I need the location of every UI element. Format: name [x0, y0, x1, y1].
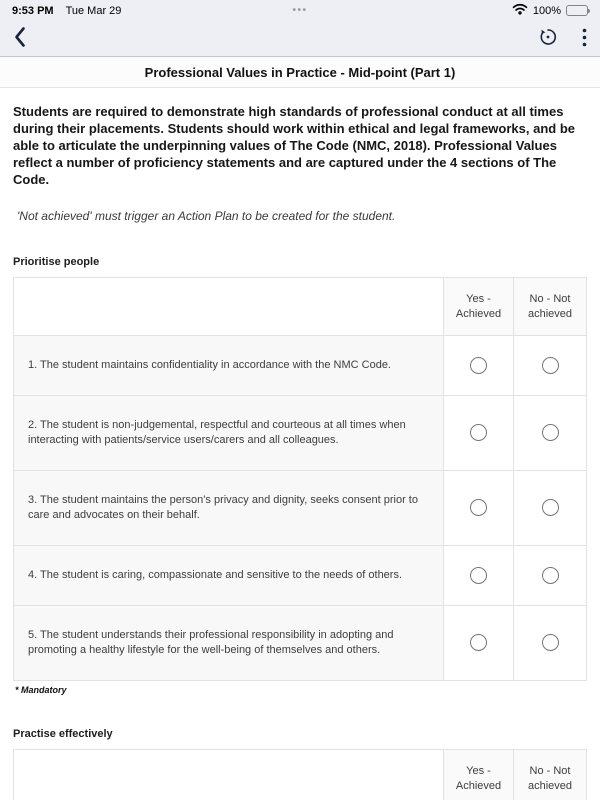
column-header-no: No - Not achieved: [514, 750, 587, 800]
question-table: [13, 277, 587, 681]
battery-icon: [566, 5, 588, 16]
radio-yes[interactable]: [470, 634, 487, 651]
back-button[interactable]: [13, 26, 27, 51]
radio-yes[interactable]: [470, 357, 487, 374]
radio-yes[interactable]: [470, 499, 487, 516]
question-text: 3. The student maintains the person's privacy and dignity, seeks consent prior to care and advocates on their behalf.: [14, 471, 444, 546]
action-plan-note: 'Not achieved' must trigger an Action Plan to be created for the student.: [17, 209, 396, 223]
table-header-row: [14, 278, 587, 336]
radio-cell-yes: [444, 606, 514, 681]
status-center-dots: •••: [292, 5, 308, 16]
header-empty-cell: [14, 750, 444, 800]
question-row: [14, 606, 587, 681]
history-restore-icon: [538, 27, 558, 50]
radio-no[interactable]: [542, 634, 559, 651]
question-section: [13, 256, 587, 695]
question-text: 4. The student is caring, compassionate and sensitive to the needs of others.: [14, 546, 444, 606]
radio-cell-no: [514, 336, 587, 396]
sections-container: [13, 256, 587, 800]
table-header-row: [14, 750, 587, 800]
wifi-icon: [512, 3, 528, 18]
column-header-yes: Yes - Achieved: [444, 278, 514, 336]
system-chrome: [0, 0, 600, 57]
question-table: [13, 749, 587, 800]
status-bar: [0, 0, 600, 21]
section-title: Practise effectively: [13, 728, 113, 740]
radio-no[interactable]: [542, 499, 559, 516]
radio-no[interactable]: [542, 424, 559, 441]
chevron-left-icon: [13, 26, 27, 51]
question-text: 1. The student maintains confidentiality in accordance with the NMC Code.: [14, 336, 444, 396]
mandatory-note: * Mandatory: [15, 685, 67, 695]
question-row: [14, 471, 587, 546]
header-empty-cell: [14, 278, 444, 336]
radio-yes[interactable]: [470, 424, 487, 441]
nav-bar: [0, 21, 600, 57]
page-title: Professional Values in Practice - Mid-point (Part 1): [144, 64, 456, 80]
question-text: 2. The student is non-judgemental, respectful and courteous at all times when interacting with patients/service users/carers and all colleagues.: [14, 396, 444, 471]
radio-cell-yes: [444, 471, 514, 546]
question-row: [14, 336, 587, 396]
question-section: [13, 728, 587, 800]
question-row: [14, 396, 587, 471]
battery-percent: 100%: [532, 4, 561, 17]
radio-cell-no: [514, 606, 587, 681]
radio-no[interactable]: [542, 357, 559, 374]
radio-yes[interactable]: [470, 567, 487, 584]
question-row: [14, 546, 587, 606]
radio-no[interactable]: [542, 567, 559, 584]
intro-text: Students are required to demonstrate high standards of professional conduct at all times during their placements. Students should work within ethical and legal frameworks, and be able to articulate the underpinning values of The Code (NMC, 2018). Professional Values reflect a number of proficiency statements and are captured under the 4 sections of The Code.: [13, 104, 575, 187]
history-button[interactable]: [538, 27, 558, 50]
radio-cell-yes: [444, 336, 514, 396]
radio-cell-yes: [444, 546, 514, 606]
question-text: 5. The student understands their professional responsibility in adopting and promoting a healthy lifestyle for the well-being of themselves and others.: [14, 606, 444, 681]
radio-cell-no: [514, 396, 587, 471]
status-date: Tue Mar 29: [65, 4, 122, 17]
radio-cell-yes: [444, 396, 514, 471]
section-title: Prioritise people: [13, 256, 100, 268]
kebab-menu-icon: [582, 28, 587, 50]
form-title-band: [0, 57, 600, 88]
column-header-no: No - Not achieved: [514, 278, 587, 336]
radio-cell-no: [514, 546, 587, 606]
column-header-yes: Yes - Achieved: [444, 750, 514, 800]
form-content: [0, 88, 600, 800]
radio-cell-no: [514, 471, 587, 546]
status-time: 9:53 PM: [12, 4, 54, 17]
menu-button[interactable]: [582, 28, 587, 50]
